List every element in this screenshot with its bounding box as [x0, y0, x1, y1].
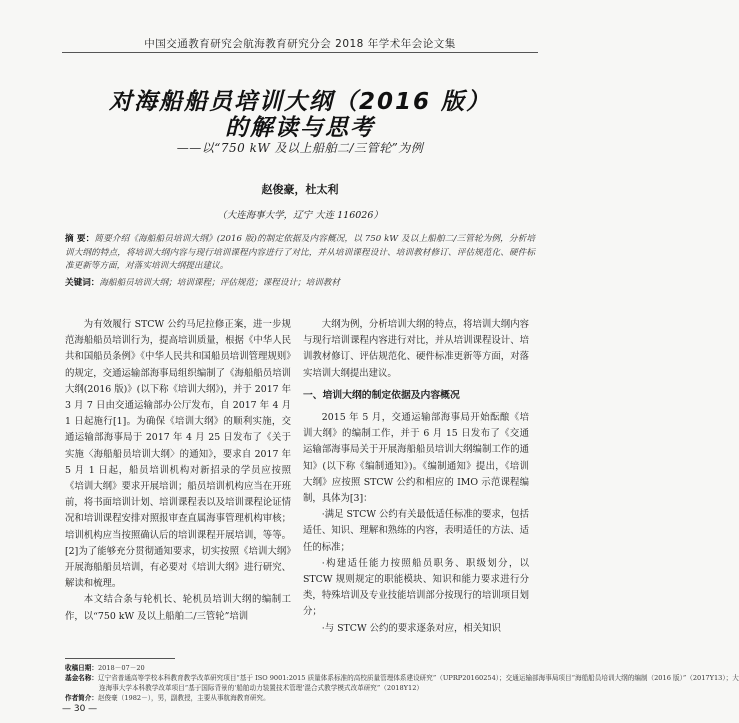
list-item: ·构建适任能力按照船员职务、职级划分，以 STCW 规则规定的职能模块、知识和能力要求进行分类，特殊培训及专业技能培训部分按现行的培训项目划分； [303, 557, 529, 618]
right-column [303, 317, 529, 637]
footnotes [65, 663, 739, 703]
keywords-text: 海船船员培训大纲；培训课程；评估规范；课程设计；培训教材 [99, 278, 341, 288]
affiliation: （大连海事大学，辽宁 大连 116026） [217, 210, 383, 221]
author-bio: 赵俊豪（1982－），男，副教授，主要从事航海教育研究。 [97, 694, 270, 702]
abstract-label: 摘 要： [65, 234, 95, 244]
footnote-fund [65, 673, 739, 683]
fund-label: 基金名称： [65, 674, 98, 682]
keywords [65, 277, 535, 290]
body-paragraph: 大纲为例，分析培训大纲的特点，将培训大纲内容与现行培训课程内容进行对比，并从培训课程设计、培训教材修订、评估规范化、硬件标准更新等方面，对落实培训大纲提出建议。 [303, 319, 529, 379]
footnote-received [65, 663, 535, 673]
fund-text: 辽宁省普通高等学校本科教育教学改革研究项目“基于 ISO 9001:2015 质量体系标准的高校质量管理体系建设研究”（UPRP20160254）；交通运输部海事局项目“海船船员培训大纲的编制（2016 版）”（2017Y13）；大 [97, 674, 739, 682]
paper-title-line-2: 的解读与思考 [225, 115, 375, 141]
keywords-label: 关键词： [65, 278, 100, 288]
footnote-author [65, 693, 535, 703]
left-column [65, 317, 291, 625]
body-paragraph: 2015 年 5 月，交通运输部海事局开始酝酿《培训大纲》的编制工作，并于 6 月 15 日发布了《交通运输部海事局关于开展海船船员培训大纲编制工作的通知》(以下称《编制通知》)。《编制通知》提出，《培训大纲》应按照 STCW 公约和相应的 IMO 示范课程编制，具体为[3]： [303, 412, 529, 505]
list-item: ·满足 STCW 公约有关最低适任标准的要求，包括适任、知识、理解和熟练的内容，表明适任的方法、适任的标准； [303, 509, 529, 553]
footnote-fund-cont [65, 683, 535, 693]
author-bio-label: 作者简介： [65, 694, 98, 702]
page-number: — 30 — [62, 704, 98, 714]
footnote-rule [65, 658, 175, 659]
header-rule [62, 52, 538, 53]
received-date: 2018－07－20 [97, 664, 145, 672]
abstract [65, 233, 535, 274]
running-head: 中国交通教育研究会航海教育研究分会 2018 年学术年会论文集 [144, 38, 456, 50]
list-item: ·与 STCW 公约的要求逐条对应，相关知识 [321, 622, 501, 634]
paper-subtitle: ——以“750 kW 及以上船舶二/三管轮”为例 [176, 141, 424, 155]
authors: 赵俊豪，杜太利 [261, 183, 339, 196]
body-paragraph: 本文结合条与轮机长、轮机员培训大纲的编制工作，以“750 kW 及以上船舶二/三管轮”培训 [65, 594, 291, 622]
fund-text-cont: 连海事大学本科教学改革项目“基于国际背景的‘船舶动力装置技术管理’混合式教学模式改革研究”（2018Y12） [99, 684, 423, 692]
received-label: 收稿日期： [65, 664, 98, 672]
body-paragraph: 为有效履行 STCW 公约马尼拉修正案，进一步规范海船船员培训行为，提高培训质量，根据《中华人民共和国船员条例》《中华人民共和国船员培训管理规则》的规定，交通运输部海事局组织编制了《海船船员培训大纲(2016 版)》(以下称《培训大纲》)，并于 2017 年 3 月 7 日由交通运输部办公厅发布，自 2017 年 4 月 1 日起施行[1]。为确保《培训大纲》的顺利实施，交通运输部海事局于 2017 年 4 月 25 日发布了《关于实施〈海船船员培训大纲〉的通知》，要求自 2017 年 5 月 1 日起，船员培训机构对新招录的学员应按照《培训大纲》要求开展培训；船员培训机构应当在开班前，将书面培训计划、培训课程表以及培训课程论证情况和培训课程安排对照报审查直属海事管理机构审核；培训机构应当按照确认后的培训课程开展培训，等等。[2]为了能够充分贯彻通知要求，切实按照《培训大纲》开展海船船员培训，有必要对《培训大纲》进行研究、解读和梳理。 [65, 319, 291, 590]
paper-title-line-1: 对海船船员培训大纲（2016 版） [108, 89, 492, 115]
section-heading: 一、培训大纲的制定依据及内容概况 [303, 389, 460, 401]
abstract-text: 简要介绍《海船船员培训大纲》(2016 版)的制定依据及内容概况，以 750 kW 及以上船舶二/三管轮为例，分析培训大纲的特点，将培训大纲内容与现行培训课程内容进行了对比，并从培训课程设计、培训教材修订、评估规范化、硬件标准更新等方面，对落实培训大纲提出建议。 [65, 234, 535, 271]
